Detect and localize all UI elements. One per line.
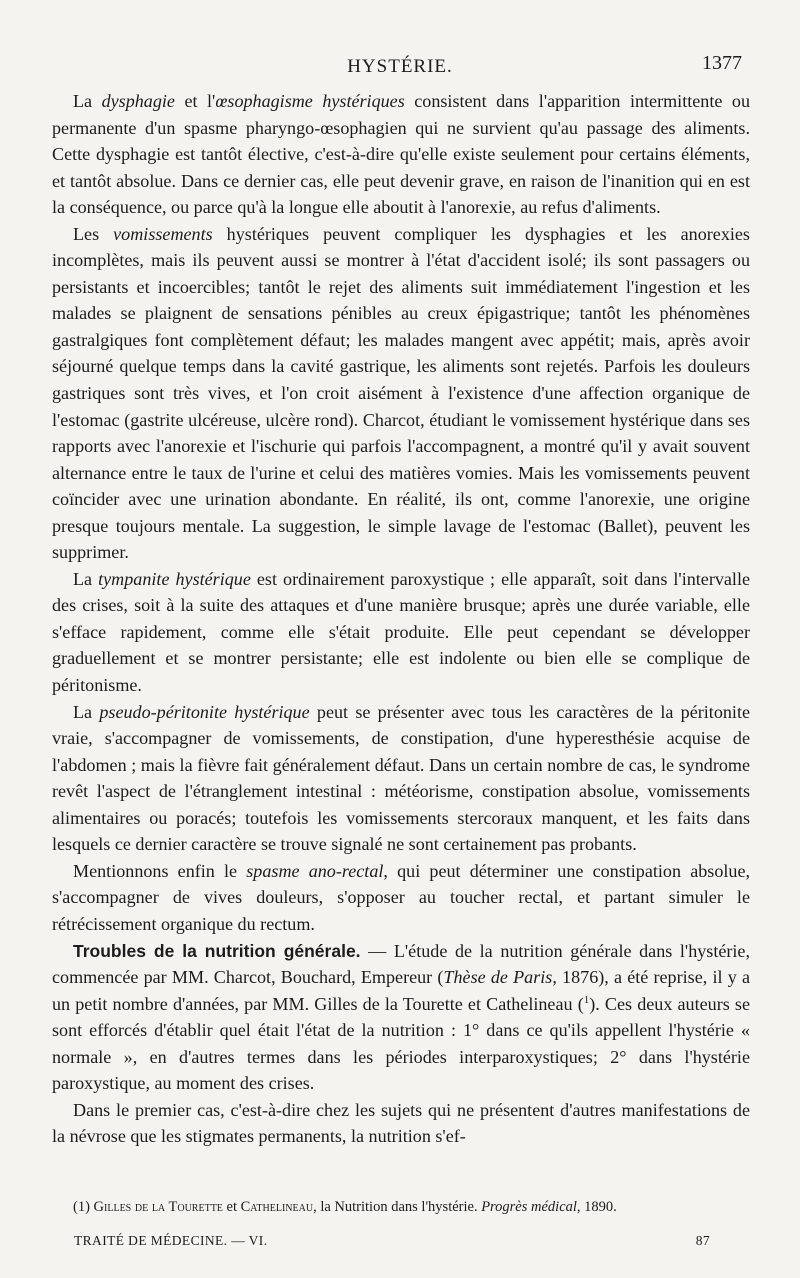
paragraph-dysphagie — [52, 88, 750, 221]
text-run: et — [222, 1199, 241, 1215]
page-number: 1377 — [702, 52, 742, 74]
text-run: Les — [73, 223, 114, 244]
text-run: et l' — [174, 91, 216, 111]
text-run: La — [73, 91, 102, 111]
text-run: , 1890. — [576, 1199, 617, 1215]
emphasis: Progrès médical — [481, 1199, 577, 1215]
section-heading: Troubles de la nutrition générale. — [73, 940, 361, 961]
text-run: , qui peut déterminer une constipation absolue, s'accompagner de vives douleurs, s'opposer au toucher rectal, et partant simuler le rétrécissement organique du rectum. — [52, 860, 750, 934]
author-name: Gilles de la Tourette — [93, 1199, 223, 1215]
text-run: est ordinairement paroxystique ; elle apparaît, soit dans l'intervalle des crises, soit à la suite des attaques et d'une manière brusque; après une durée variable, elle s'efface rapidement, comme elle s'était produite. Elle peut cependant se développer graduellement et se montrer persistante; elle est indolente ou bien elle se complique de péritonisme. — [52, 568, 751, 696]
text-run: , la Nutrition dans l'hystérie. — [313, 1199, 482, 1215]
text-run: Mentionnons enfin le — [73, 860, 247, 881]
paragraph-tympanite — [52, 566, 750, 699]
emphasis: tympanite hystérique — [98, 568, 251, 589]
page-header — [0, 52, 800, 86]
text-run: — L'étude de la nutrition générale dans l'hystérie, commencée par MM. Charcot, Bouchard, Empereur ( — [52, 940, 750, 988]
signature-number: 87 — [695, 1233, 710, 1248]
footnote-text — [52, 1198, 750, 1216]
text-run: La — [73, 568, 99, 589]
text-run: consistent dans l'apparition intermittente ou permanente d'un spasme pharyngo-œsophagien qui ne survient qu'au passage des aliments. Cette dysphagie est tantôt élective, c'est-à-dire qu'elle existe seulement pour certains éléments, et tantôt absolue. Dans ce dernier cas, elle peut devenir grave, en raison de l'inanition qui en est la conséquence, ou parce qu'à la longue elle aboutit à l'anorexie, au refus d'aliments. — [52, 91, 750, 218]
printer-signature — [52, 1233, 750, 1253]
emphasis: pseudo-péritonite hystérique — [99, 701, 310, 722]
paragraph-vomissements — [52, 221, 750, 566]
emphasis: Thèse de Paris — [443, 967, 553, 988]
text-run: ). Ces deux auteurs se sont efforcés d'établir quel était l'état de la nutrition : 1° dans ce qu'ils appellent l'hystérie « normale », en d'autres termes dans les périodes interparoxystiques; 2° dans l'hystérie paroxystique, au moment des crises. — [52, 993, 750, 1094]
text-run: , 1876), a été reprise, il y a un petit nombre d'années, par MM. Gilles de la Tourette et Cathelineau ( — [52, 967, 750, 1014]
emphasis: vomissements — [113, 223, 213, 244]
emphasis: spasme ano-rectal — [246, 860, 384, 881]
body-text — [52, 88, 750, 1150]
text-run: peut se présenter avec tous les caractères de la péritonite vraie, s'accompagner de vomissements, de constipation, d'une hyperesthésie acquise de l'abdomen ; mais la fièvre fait généralement défaut. Dans un certain nombre de cas, le syndrome revêt l'aspect de l'étranglement intestinal : météorisme, constipation absolue, vomissements alimentaires ou poracés; toutefois les vomissements stercoraux manquent, et les faits dans lesquels ce dernier caractère se trouve signalé ne sont certainement pas probants. — [52, 701, 751, 855]
running-head: HYSTÉRIE. — [347, 56, 453, 77]
text-run: (1) — [73, 1199, 94, 1215]
emphasis: dysphagie — [101, 91, 175, 111]
paragraph-pseudo-peritonite — [52, 699, 750, 858]
text-run: hystériques peuvent compliquer les dysphagies et les anorexies incomplètes, mais ils peuvent aussi se montrer à l'état d'accident isolé; ils sont passagers ou persistants et incoercibles; tantôt le rejet des aliments suit immédiatement l'ingestion et les malades se plaignent de sensations pénibles au creux épigastrique; tantôt les phénomènes gastralgiques font complètement défaut; les malades mangent avec appétit; mais, après avoir séjourné quelque temps dans la cavité gastrique, les aliments sont rejetés. Parfois les douleurs gastriques sont très vives, et l'on croit aisément à l'existence d'une affection organique de l'estomac (gastrite ulcéreuse, ulcère rond). Charcot, étudiant le vomissement hystérique dans ses rapports avec l'anorexie et l'ischurie qui parfois l'accompagnent, a montré qu'il y avait souvent alternance entre le taux de l'urine et celui des matières vomies. Mais les vomissements peuvent coïncider avec une urination abondante. En réalité, ils ont, comme l'anorexie, une origine presque toujours mentale. La suggestion, le simple lavage de l'estomac (Ballet), peuvent les supprimer. — [52, 223, 750, 563]
text-run: Dans le premier cas, c'est-à-dire chez les sujets qui ne présentent d'autres manifestations de la névrose que les stigmates permanents, la nutrition s'ef- — [52, 1099, 750, 1147]
footnote — [52, 1198, 750, 1216]
emphasis: œsophagisme hystériques — [215, 91, 405, 111]
text-run: La — [73, 701, 100, 722]
author-name: Cathelineau — [240, 1199, 314, 1215]
paragraph-premier-cas — [52, 1097, 750, 1150]
footnote-ref: 1 — [583, 993, 590, 1006]
paragraph-troubles-nutrition — [52, 938, 750, 1097]
paragraph-spasme-ano-rectal — [52, 858, 750, 938]
signature-title: TRAITÉ DE MÉDECINE. — VI. — [74, 1233, 268, 1248]
